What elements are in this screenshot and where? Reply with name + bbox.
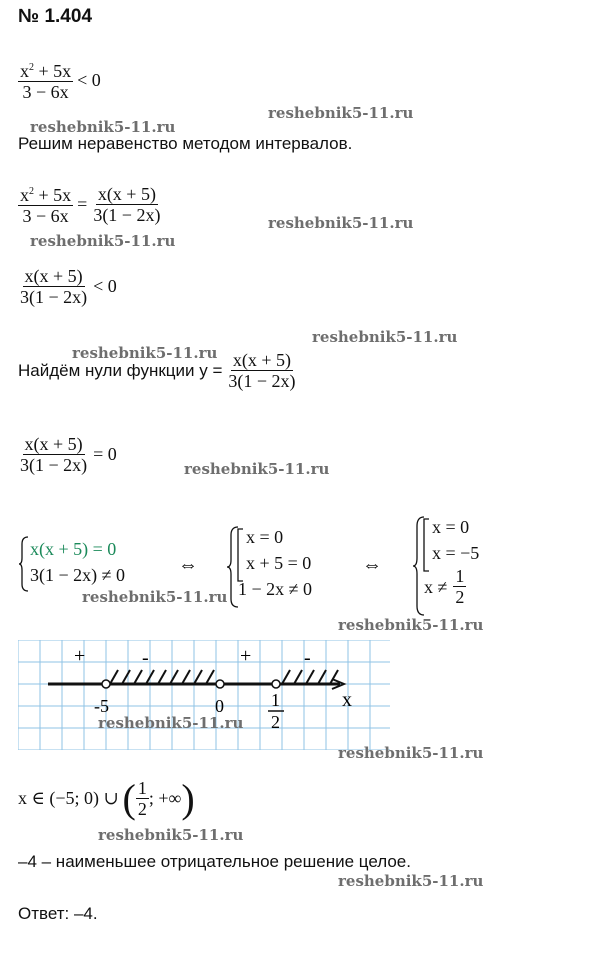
point-minus-5 [102,680,110,688]
axis-label: x [342,689,352,711]
system-line: x(x + 5) = 0 [30,539,117,559]
fraction-denominator: 3(1 − 2x) [20,455,88,475]
watermark: reshebnik5-11.ru [338,872,484,890]
close-paren: ) [181,775,195,821]
left-bracket [236,528,244,582]
system-line: x ≠ $\frac{1}{2}$ [424,566,465,607]
sign-label: + [74,645,86,667]
open-paren: ( [122,775,136,821]
task-number: № 1.404 [18,6,93,27]
watermark: reshebnik5-11.ru [312,328,458,346]
sign-label: + [240,645,252,667]
fraction-numerator: x(x + 5) [24,434,83,454]
left-bracket [422,518,430,572]
fraction-denominator: 2 [137,799,147,819]
relation: < 0 [93,276,117,296]
answer-set: x ∈ (−5; 0) ∪ ( $\frac{1}{2}$ ; +∞ ) [18,775,195,821]
number-line-diagram [18,640,390,750]
system-line: 1 − 2x ≠ 0 [238,579,313,599]
system-line: x = 0 [432,517,470,537]
watermark: reshebnik5-11.ru [184,460,330,478]
fraction [453,566,466,607]
fraction [91,184,162,225]
inequality-2 [18,266,121,307]
fraction-denominator: 3(1 − 2x) [228,371,296,391]
fraction-denominator: 3(1 − 2x) [20,287,88,307]
fraction-denominator: 3(1 − 2x) [93,204,161,225]
watermark: reshebnik5-11.ru [268,214,414,232]
zeros-label: Найдём нули функции y = [18,360,223,380]
fraction-numerator: x(x + 5) [97,183,156,204]
relation: = 0 [93,444,117,464]
conclusion-text: –4 – наименьшее отрицательное решение целое. [18,852,411,871]
point-label: 0 [215,696,224,716]
left-brace [18,536,30,592]
system-1 [18,536,125,588]
point-label-denominator: 2 [271,712,280,732]
inequality-1 [18,58,105,102]
point-label-numerator: 1 [271,690,280,710]
equals-sign: = [77,193,88,214]
function-zeros [18,350,298,391]
fraction [136,778,149,819]
equivalence-icon: ⇔ [178,554,198,576]
fraction [18,266,89,307]
system-line: x = −5 [432,543,480,563]
number-line [18,640,390,750]
watermark: reshebnik5-11.ru [338,744,484,762]
fraction-numerator: $x^2 + 5x$ [18,58,73,82]
fraction-denominator: 3 − 6x [22,82,69,102]
fraction [18,182,73,226]
watermark: reshebnik5-11.ru [82,588,228,606]
watermark: reshebnik5-11.ru [338,616,484,634]
fraction-numerator: x(x + 5) [24,266,83,286]
sign-label: - [304,647,311,669]
point-label: -5 [94,696,109,716]
system-2 [226,524,312,602]
fraction [226,350,297,391]
watermark: reshebnik5-11.ru [98,826,244,844]
relation: < 0 [77,69,101,90]
fraction [18,58,73,102]
point-one-half [272,680,280,688]
system-line: x = 0 [246,527,284,547]
watermark: reshebnik5-11.ru [30,118,176,136]
answer-text: Ответ: –4. [18,904,98,923]
fraction-numerator: x(x + 5) [232,350,292,370]
watermark: reshebnik5-11.ru [30,232,176,250]
system-line: x + 5 = 0 [246,553,312,573]
system-3 [412,514,479,607]
fraction-numerator: $x^2 + 5x$ [18,182,73,206]
fraction [18,434,89,475]
fraction-denominator: 3 − 6x [22,206,69,226]
equation-zero [18,434,121,475]
watermark: reshebnik5-11.ru [98,714,244,732]
fraction-numerator: 1 [137,778,147,798]
factorization [18,182,162,226]
point-0 [216,680,224,688]
sign-label: - [142,647,149,669]
method-text: Решим неравенство методом интервалов. [18,134,353,153]
watermark: reshebnik5-11.ru [268,104,414,122]
watermark: reshebnik5-11.ru [72,344,218,362]
system-line: 3(1 − 2x) ≠ 0 [30,565,126,585]
fraction-numerator: 1 [455,566,465,586]
fraction-denominator: 2 [455,587,465,607]
equivalence-icon: ⇔ [362,554,382,576]
